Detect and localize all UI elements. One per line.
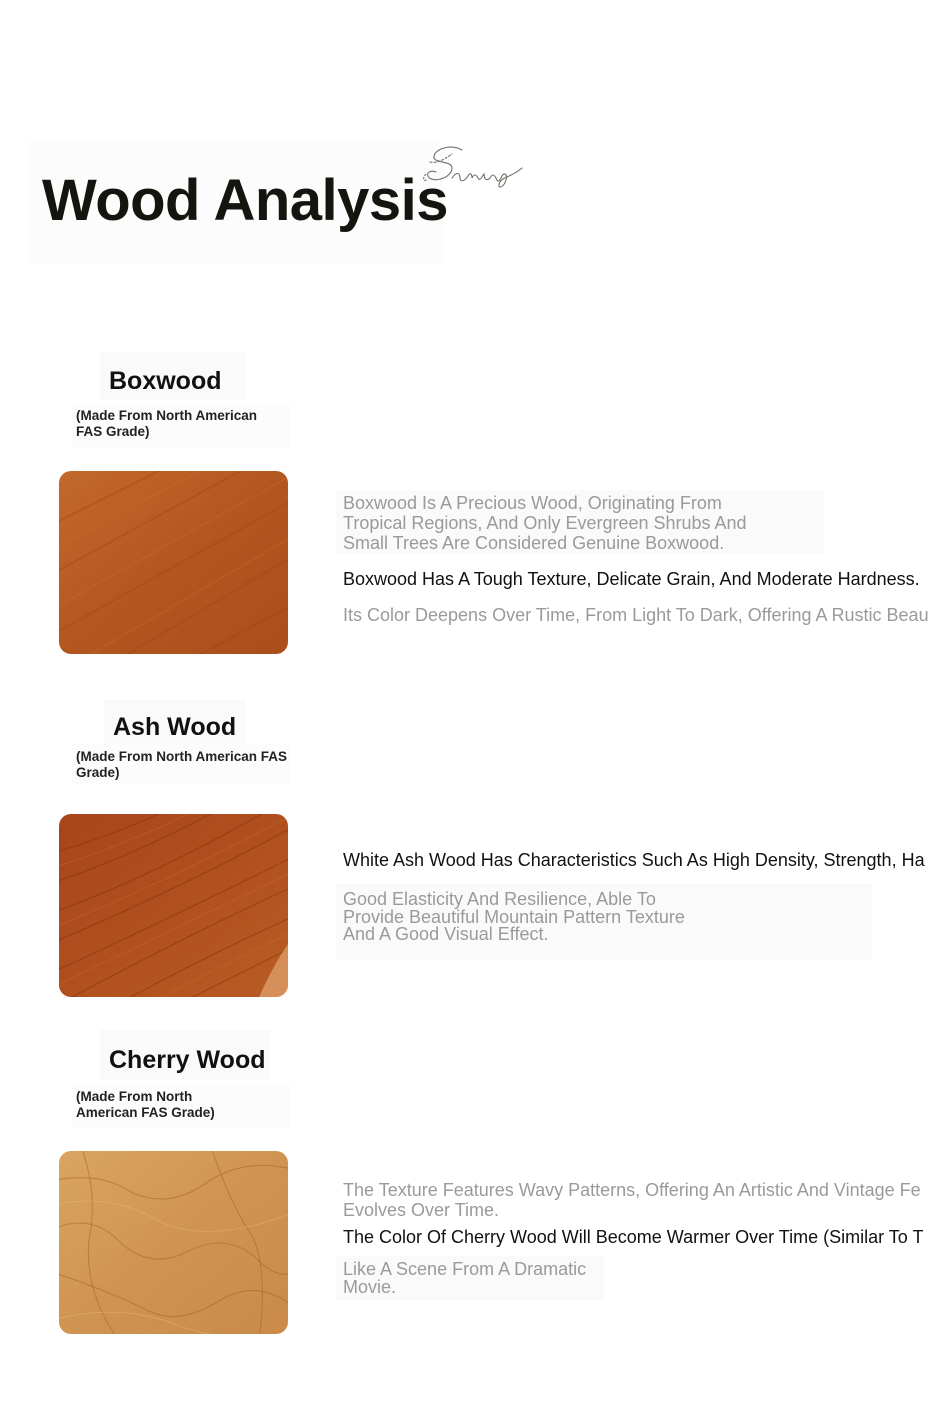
boxwood-desc-intro-line-3: Small Trees Are Considered Genuine Boxwood.	[343, 533, 725, 553]
series-script-logo	[422, 138, 532, 200]
boxwood-desc-texture: Boxwood Has A Tough Texture, Delicate Grain, And Moderate Hardness.	[343, 569, 920, 589]
cherry-wood-origin-line-2: American FAS Grade)	[76, 1105, 215, 1120]
page-title: Wood Analysis	[42, 168, 449, 233]
ash-wood-desc-line-2: Provide Beautiful Mountain Pattern Texture	[343, 907, 685, 927]
cherry-wood-desc-scene-line-1: Like A Scene From A Dramatic	[343, 1259, 587, 1279]
cherry-wood-desc-scene-line-2: Movie.	[343, 1277, 397, 1297]
boxwood-origin-line-1: (Made From North American	[76, 408, 258, 423]
cherry-wood-desc-texture	[343, 1180, 921, 1220]
boxwood-title: Boxwood	[109, 367, 222, 395]
ash-wood-desc-properties: White Ash Wood Has Characteristics Such As High Density, Strength, Ha	[343, 850, 925, 870]
ash-wood-desc-elasticity	[343, 889, 685, 943]
boxwood-desc-intro	[343, 493, 747, 553]
cherry-wood-origin-line-1: (Made From North	[76, 1089, 193, 1104]
boxwood-desc-color: Its Color Deepens Over Time, From Light To Dark, Offering A Rustic Beau	[343, 605, 929, 625]
ash-wood-origin	[72, 744, 290, 784]
boxwood-desc-intro-line-2: Tropical Regions, And Only Evergreen Shrubs And	[343, 513, 747, 533]
cherry-wood-desc-line-1: The Texture Features Wavy Patterns, Offering An Artistic And Vintage Fe	[343, 1180, 921, 1200]
cherry-wood-desc-color: The Color Of Cherry Wood Will Become Warmer Over Time (Similar To T	[343, 1227, 924, 1247]
cherry-wood-origin	[72, 1084, 290, 1128]
cherry-wood-swatch	[59, 1151, 288, 1334]
ash-wood-desc-line-1: Good Elasticity And Resilience, Able To	[343, 889, 656, 909]
ash-wood-desc-line-3: And A Good Visual Effect.	[343, 924, 549, 944]
cherry-wood-desc-line-2: Evolves Over Time.	[343, 1200, 500, 1220]
ash-wood-title: Ash Wood	[113, 713, 237, 741]
boxwood-origin-line-2: FAS Grade)	[76, 424, 150, 439]
cherry-wood-title: Cherry Wood	[109, 1046, 266, 1074]
boxwood-swatch	[59, 471, 288, 654]
ash-wood-swatch	[59, 814, 288, 997]
ash-wood-origin-line-2: Grade)	[76, 765, 120, 780]
ash-wood-origin-line-1: (Made From North American FAS	[76, 749, 288, 764]
boxwood-origin	[72, 404, 290, 448]
cherry-wood-desc-scene	[343, 1259, 586, 1296]
boxwood-desc-intro-line-1: Boxwood Is A Precious Wood, Originating From	[343, 493, 722, 513]
